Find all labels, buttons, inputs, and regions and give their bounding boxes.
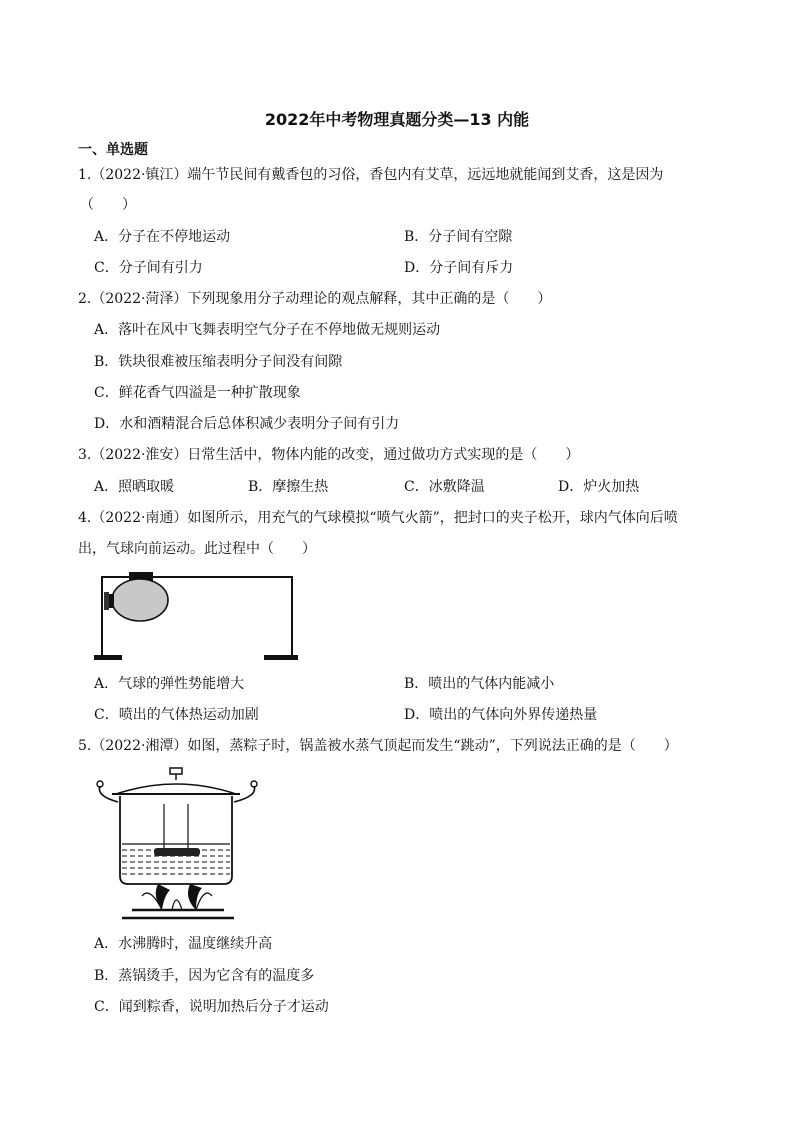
question-2-option-a: A．落叶在风中飞舞表明空气分子在不停地做无规则运动 <box>94 322 441 338</box>
question-4-option-b: B．喷出的气体内能减小 <box>404 676 555 692</box>
balloon-rocket-figure <box>92 570 302 662</box>
question-1-option-c: C．分子间有引力 <box>94 260 203 276</box>
question-1-stem-cont: （ ） <box>80 197 136 213</box>
question-5-option-b: B．蒸锅烫手，因为它含有的温度多 <box>94 968 315 984</box>
question-3-option-c: C．冰敷降温 <box>404 479 485 495</box>
question-4-stem-cont: 出，气球向前运动。此过程中（ ） <box>78 541 316 557</box>
question-3-stem: 3.（2022·淮安）日常生活中，物体内能的改变，通过做功方式实现的是（ ） <box>78 447 580 463</box>
question-3-option-d: D．炉火加热 <box>558 479 640 495</box>
question-5-option-c: C．闻到粽香，说明加热后分子才运动 <box>94 999 329 1015</box>
question-2-stem: 2.（2022·菏泽）下列现象用分子动理论的观点解释，其中正确的是（ ） <box>78 291 552 307</box>
question-4-option-c: C．喷出的气体热运动加剧 <box>94 707 259 723</box>
question-5-option-a: A．水沸腾时，温度继续升高 <box>94 936 273 952</box>
question-3-option-a: A．照晒取暖 <box>94 479 175 495</box>
question-4-option-d: D．喷出的气体向外界传递热量 <box>404 707 598 723</box>
question-1-option-b: B．分子间有空隙 <box>404 229 513 245</box>
question-2-option-b: B．铁块很难被压缩表明分子间没有间隙 <box>94 354 343 370</box>
section-heading: 一、单选题 <box>78 142 148 158</box>
question-1-option-a: A．分子在不停地运动 <box>94 229 231 245</box>
question-4-option-a: A．气球的弹性势能增大 <box>94 676 245 692</box>
question-1-stem: 1.（2022·镇江）端午节民间有戴香包的习俗，香包内有艾草，远远地就能闻到艾香，这是因为 <box>78 167 664 183</box>
question-2-option-d: D．水和酒精混合后总体积减少表明分子间有引力 <box>94 416 400 432</box>
question-2-option-c: C．鲜花香气四溢是一种扩散现象 <box>94 385 301 401</box>
steamer-pot-figure <box>92 764 268 926</box>
question-4-stem: 4.（2022·南通）如图所示，用充气的气球模拟“喷气火箭”，把封口的夹子松开，球内气体向后喷 <box>78 510 678 526</box>
question-1-option-d: D．分子间有斥力 <box>404 260 514 276</box>
question-3-option-b: B．摩擦生热 <box>248 479 329 495</box>
page-title: 2022年中考物理真题分类—13 内能 <box>264 110 530 129</box>
question-5-stem: 5.（2022·湘潭）如图，蒸粽子时，锅盖被水蒸气顶起而发生“跳动”，下列说法正确的是（ ） <box>78 738 678 754</box>
